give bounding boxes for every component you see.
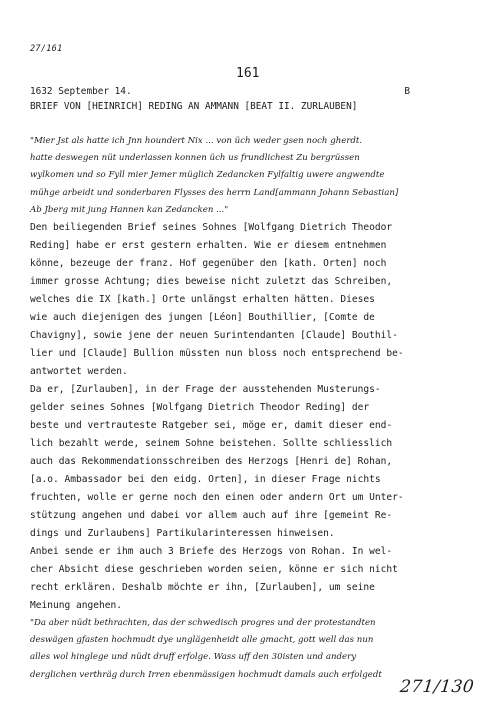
- quote1-line: wylkomen und so Fyll mier Jemer müglich Zedancken Fylfaltig uwere angwendte: [30, 170, 385, 181]
- paragraph-3: [30, 543, 482, 615]
- page-number: 161: [236, 66, 260, 81]
- document-marker: B: [404, 86, 410, 97]
- para2-line: gelder seines Sohnes [Wolfgang Dietrich Theodor Reding] der: [30, 401, 370, 413]
- paragraph-2: [30, 381, 482, 543]
- para1-line: Den beiliegenden Brief seines Sohnes [Wolfgang Dietrich Theodor: [30, 221, 393, 233]
- para2-line: Da er, [Zurlauben], in der Frage der ausstehenden Musterungs-: [30, 383, 381, 395]
- para2-line: fruchten, wolle er gerne noch den einen oder andern Ort um Unter-: [30, 491, 404, 503]
- para2-line: stützung angehen und dabei vor allem auch auf ihre [gemeint Re-: [30, 509, 393, 521]
- para2-line: auch das Rekommendationsschreiben des Herzogs [Henri de] Rohan,: [30, 455, 393, 467]
- para1-line: lier und [Claude] Bullion müssten nun bloss noch entsprechend be-: [30, 347, 404, 359]
- para1-line: Reding] habe er erst gestern erhalten. Wie er diesem entnehmen: [30, 239, 387, 251]
- para3-line: recht erklären. Deshalb möchte er ihn, [Zurlauben], um seine: [30, 581, 375, 593]
- paragraph-1: [30, 219, 482, 381]
- quote-block-1: [30, 133, 482, 219]
- para2-line: [a.o. Ambassador bei den eidg. Orten], in dieser Frage nichts: [30, 473, 381, 485]
- quote1-line: Ab Jberg mit jung Hannen kan Zedancken ...": [30, 204, 229, 215]
- para1-line: antwortet werden.: [30, 365, 128, 377]
- quote2-line: derglichen verthräg durch Irren ebenmässigen hochmudt damals auch erfolgedt: [30, 669, 382, 680]
- para1-line: könne, bezeuge der franz. Hof gegenüber den [kath. Orten] noch: [30, 257, 387, 269]
- quote1-line: hatte deswegen nüt underlassen konnen üch us frundlichest Zu bergrüssen: [30, 153, 360, 164]
- para1-line: welches die IX [kath.] Orte unlängst erhalten hätten. Dieses: [30, 293, 375, 305]
- para1-line: immer grosse Achtung; dies beweise nicht zuletzt das Schreiben,: [30, 275, 393, 287]
- para3-line: cher Absicht diese geschrieben worden seien, könne er sich nicht: [30, 563, 398, 575]
- para3-line: Anbei sende er ihm auch 3 Briefe des Herzogs von Rohan. In wel-: [30, 545, 393, 557]
- letter-date: 1632 September 14.: [30, 86, 132, 97]
- quote1-line: "Mier Jst als hatte ich Jnn houndert Nix ... von üch weder gsen noch gherdt.: [30, 136, 363, 146]
- para1-line: Chavigny], sowie jene der neuen Surintendanten [Claude] Bouthil-: [30, 329, 398, 341]
- archive-reference: 27/161: [30, 44, 63, 54]
- para3-line: Meinung angehen.: [30, 599, 122, 611]
- quote1-line: mühge arbeidt und sonderbaren Flysses des herrn Land[ammann Johann Sebastian]: [30, 187, 399, 198]
- letter-body: [30, 133, 482, 684]
- quote2-line: alles wol hinglege und nüdt druff erfolge. Wass uff den 30isten und andery: [30, 652, 357, 663]
- para2-line: dings und Zurlaubens] Partikularinteressen hinweisen.: [30, 527, 335, 539]
- handwritten-folio-number: 271/130: [398, 677, 476, 697]
- para1-line: wie auch diejenigen des jungen [Léon] Bouthillier, [Comte de: [30, 311, 375, 323]
- quote2-line: "Da aber nüdt bethrachten, das der schwedisch progres und der protestandten: [30, 617, 376, 628]
- quote2-line: deswägen gfasten hochmudt dye unglägenheidt alle gmacht, gott well das nun: [30, 635, 374, 646]
- quote-block-2: [30, 615, 482, 684]
- para2-line: beste und vertrauteste Ratgeber sei, möge er, damit dieser end-: [30, 419, 393, 431]
- letter-title: BRIEF VON [HEINRICH] REDING AN AMMANN [BEAT II. ZURLAUBEN]: [30, 101, 358, 112]
- para2-line: lich bezahlt werde, seinem Sohne beistehen. Sollte schliesslich: [30, 437, 393, 449]
